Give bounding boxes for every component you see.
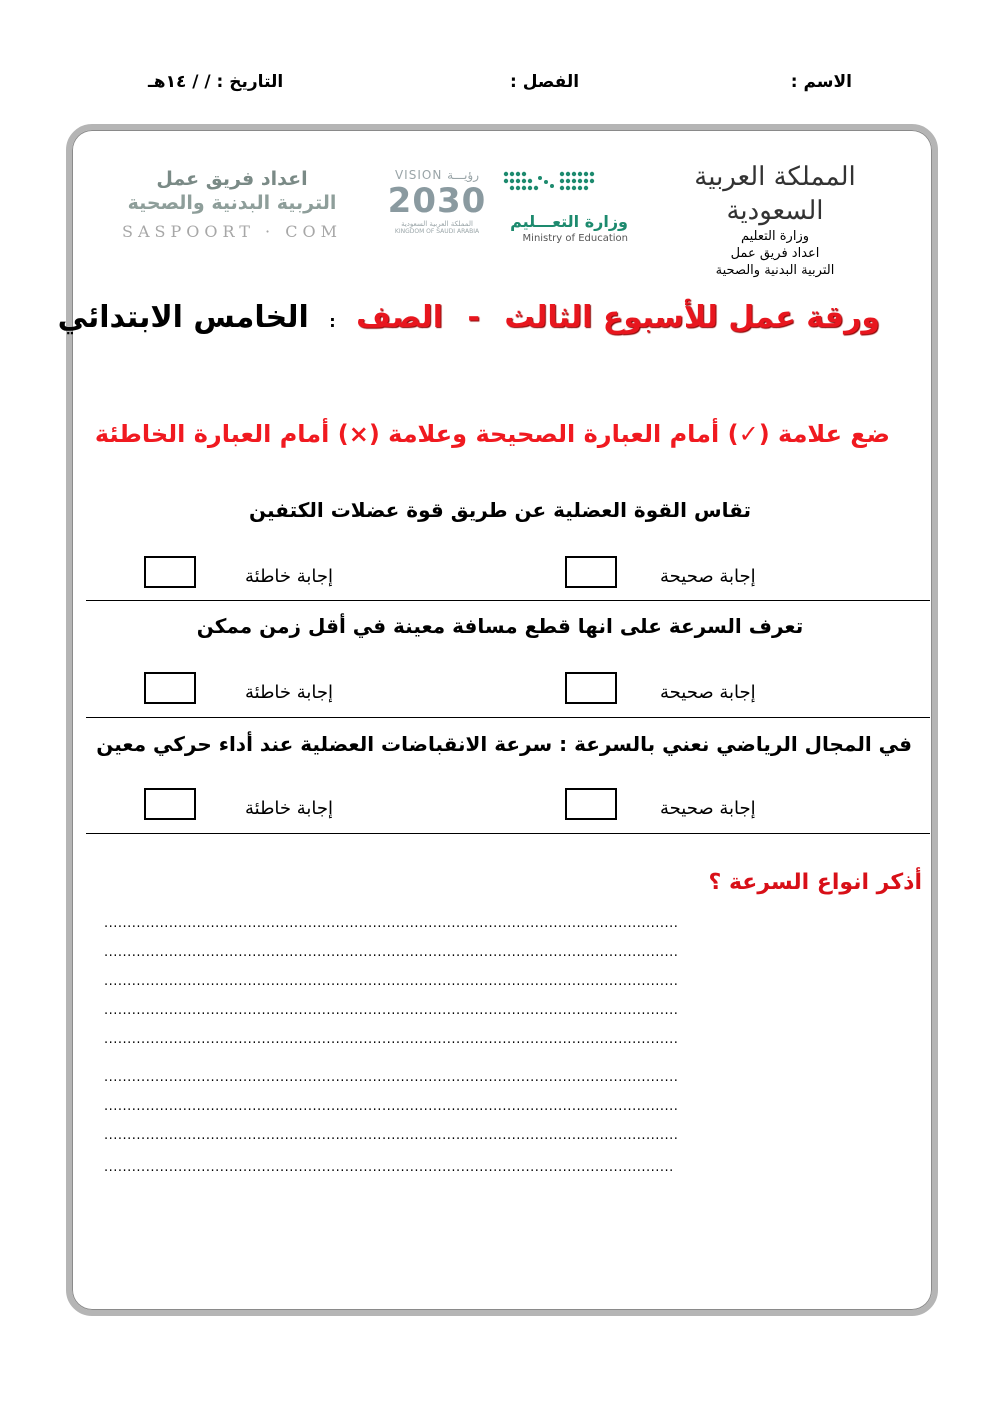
instruction: ضع علامة (✓) أمام العبارة الصحيحة وعلامة (×) أمام العبارة الخاطئة	[94, 420, 890, 448]
answer-line[interactable]: ............................................................................................................................	[104, 945, 679, 960]
ministry-ar: وزارة التعـــليم	[510, 212, 628, 231]
q1-correct-box[interactable]	[565, 556, 617, 588]
vision-top: VISION رؤيـــة	[394, 168, 480, 182]
q3-correct-box[interactable]	[565, 788, 617, 820]
date-label: التاريخ : / / ١٤هـ	[148, 72, 284, 92]
q1-correct-label: إجابة صحيحة	[660, 566, 756, 587]
worksheet-title	[57, 300, 880, 335]
vision-2030-logo	[378, 168, 496, 258]
question-3: في المجال الرياضي نعني بالسرعة : سرعة الانقباضات العضلية عند أداء حركي معين	[96, 732, 912, 756]
q3-correct-label: إجابة صحيحة	[660, 798, 756, 819]
title-colon: :	[329, 312, 336, 331]
answer-line[interactable]: ............................................................................................................................	[104, 1070, 679, 1085]
question-1: تقاس القوة العضلية عن طريق قوة عضلات الكتفين	[249, 498, 751, 522]
kingdom-line1: وزارة التعليم	[740, 229, 810, 244]
q2-wrong-label: إجابة خاطئة	[245, 682, 334, 703]
q2-correct-box[interactable]	[565, 672, 617, 704]
q2-wrong-box[interactable]	[144, 672, 196, 704]
kingdom-line3: التربية البدنية والصحية	[715, 263, 835, 278]
q1-wrong-box[interactable]	[144, 556, 196, 588]
title-part1: ورقة عمل للأسبوع الثالث	[504, 300, 880, 335]
vision-en: KINGDOM OF SAUDI ARABIA	[394, 228, 480, 235]
title-dash: -	[467, 300, 480, 335]
ministry-en: Ministry of Education	[522, 233, 628, 244]
name-label: الاسم :	[790, 72, 852, 92]
vision-year: 2030	[387, 181, 487, 221]
kingdom-line2: اعداد فريق عمل	[730, 246, 820, 261]
question-2: تعرف السرعة على انها قطع مسافة معينة في أقل زمن ممكن	[196, 614, 804, 638]
title-part3: الخامس الابتدائي	[57, 300, 309, 335]
answer-line[interactable]: ............................................................................................................................	[104, 1003, 679, 1018]
answer-line[interactable]: ............................................................................................................................	[104, 1032, 679, 1047]
q3-wrong-box[interactable]	[144, 788, 196, 820]
divider-1	[86, 600, 930, 601]
kingdom-calligraphy: المملكة العربية السعودية	[694, 162, 856, 226]
q1-wrong-label: إجابة خاطئة	[245, 566, 334, 587]
answer-line[interactable]: ............................................................................................................................	[104, 1099, 679, 1114]
q2-correct-label: إجابة صحيحة	[660, 682, 756, 703]
answer-line[interactable]: ............................................................................................................................	[104, 974, 679, 989]
team-logo-site: SASPOORT · COM	[122, 222, 342, 241]
kingdom-block	[680, 160, 870, 279]
team-logo-line2: التربية البدنية والصحية	[127, 192, 337, 214]
open-question: أذكر انواع السرعة ؟	[708, 870, 922, 895]
answer-line[interactable]: ...........................................................................................................................	[104, 1160, 674, 1175]
team-logo	[112, 168, 352, 241]
vision-ar: المملكة العربية السعودية	[401, 220, 473, 228]
answer-line[interactable]: ............................................................................................................................	[104, 916, 679, 931]
team-logo-line1: اعداد فريق عمل	[156, 168, 308, 190]
divider-3	[86, 833, 930, 834]
ministry-dots-icon	[500, 166, 598, 200]
q3-wrong-label: إجابة خاطئة	[245, 798, 334, 819]
divider-2	[86, 717, 930, 718]
class-label: الفصل :	[510, 72, 580, 92]
title-part2: الصف	[356, 300, 443, 335]
answer-line[interactable]: ............................................................................................................................	[104, 1128, 679, 1143]
ministry-logo	[500, 166, 640, 258]
